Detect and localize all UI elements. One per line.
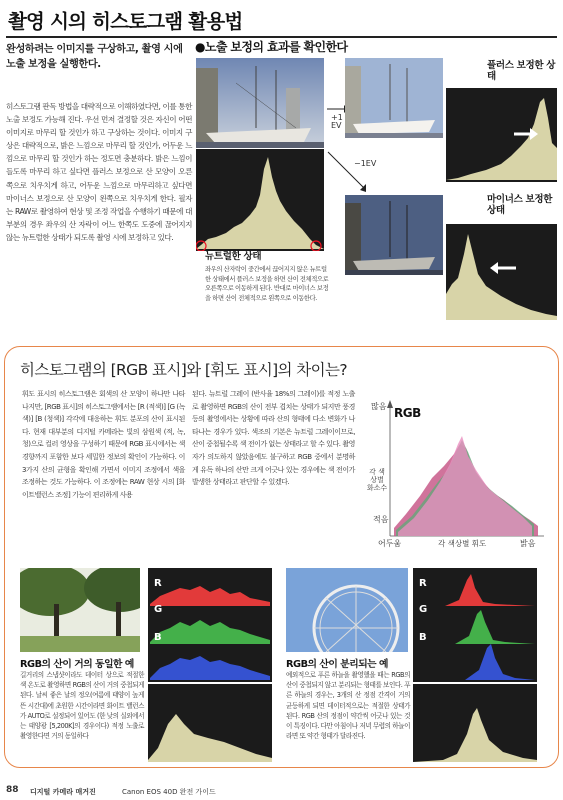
channel-b-2: B [419,632,427,643]
magazine-name: 디지털 카메라 매거진 [30,788,96,796]
example-same-text: 길거리의 스냅샷이라도 데이터 상으로 적절한 색 온도로 촬영하면 RGB의 산이 거의 중첩되게 된다. 날씨 좋은 날의 정오(여름에 태양이 높게 뜬 시간대)에 초원한 시간이라면 화이트 밸런스가 AUTO로 설정되어 있어도 (한 낮의 실외에서는 태양광 [5,200K]의 경우이다) 적정 노출로 촬영한다면 거의 동일하다 [20,671,144,741]
channel-r-1: R [154,578,162,589]
ship-photo-minus [345,195,443,275]
page-footer [0,783,563,800]
rgb-diagram [362,396,552,561]
minus-arrow [326,150,370,198]
panel-col1: 휘도 표시의 히스토그램은 회색의 산 모양이 하나만 나타나지만, [RGB 표시]의 히스토그램에서는 [R (적색)] [G (녹색)] [B (청색)] 각각에 대응하는 휘도 분포의 산이 표시된다. 현재 대부분의 디지털 카메라는 빛의 삼원색 (적, 녹, 청)으로 컬러 영상을 구성하기 때문에 RGB 표시에서는 색 경향까지 포함한 보다 세밀한 정보의 확인이 가능하다. 이 3가지 산의 균형을 확인해 가면서 이미지 조정에서 색을 조정하는 것도 가능하다. 이 조정에는 RAW 현상 시의 [화이트밸런스 조정] 기능이 편리하게 사용 [22,390,185,499]
y-axis-top: 많음 [371,402,387,411]
x-axis-right: 밝음 [520,539,536,548]
plus-ev-label: +1 EV [331,113,343,130]
intro-paragraph: 히스토그램 판독 방법을 대략적으로 이해하였다면, 이를 통한 노출 보정도 가능해 진다. 우선 먼저 결정할 것은 자신이 어떤 이미지로 마무리 할 것인가 하고 구상하는 것이다. 이미지 구상은 대략적으로, 밝은 느낌으로 마무리 할 것인가, 어두운 느낌으로 마무리 할 것인가 하는 정도면 충분하다. 밝은 느낌이 들도록 마무리 하고 싶다면 플러스 보정으로 산 모양이 오른쪽으로 치우치게 하고, 어두운 느낌으로 마무리하고 싶다면 마이너스 보정으로 산 모양이 왼쪽으로 치우치게 한다. 필자는 RAW로 촬영하여 현상 및 조정 작업을 수행하기 때문에 대부분의 경우 좌우의 산 자락이 어느 한쪽도 도중에 끊어지지 않는 뉴트럴한 상태가 되도록 촬영 시에 보정하고 있다. [6,102,192,242]
page-title: 촬영 시의 히스토그램 활용법 [8,10,243,33]
rgb-histograms-same [148,568,272,682]
exposure-heading: ●노출 보정의 효과를 확인한다 [195,40,348,54]
example-same-title: RGB의 산이 거의 동일한 예 [20,659,134,670]
x-axis-left: 어두움 [378,539,402,548]
histogram-neutral [196,149,324,251]
luminance-histogram-same [148,684,272,762]
exposure-note: 좌우의 산자락이 중간에서 끊어지지 않은 뉴트럴 한 상태에서 플러스 보정을 하면 산이 전체적으로 오른쪽으로 이동하게 된다. 반대로 마이너스 보정을 하면 산이 전체적으로 왼쪽으로 이동한다. [205,266,329,302]
rgb-label: RGB [394,406,421,420]
guide-name: Canon EOS 40D 완전 가이드 [122,788,216,796]
histogram-minus [446,224,557,320]
channel-b-1: B [154,632,162,643]
neutral-label: 뉴트럴한 상태 [205,251,262,262]
histogram-plus [446,88,557,182]
plus-label: 플러스 보정한 상태 [487,60,556,82]
ship-photo-neutral [196,58,324,148]
luminance-histogram-separated [413,684,537,762]
x-axis-label: 각 색상별 휘도 [438,539,487,548]
channel-g-2: G [419,604,427,615]
panel-title: 히스토그램의 [RGB 표시]와 [휘도 표시]의 차이는? [20,361,348,379]
park-photo [20,568,140,652]
channel-g-1: G [154,604,162,615]
y-axis-label: 각 색상별 화소수 [366,468,388,492]
y-axis-bottom: 적음 [373,515,389,524]
ship-photo-plus [345,58,443,138]
panel-col2: 된다. 뉴트럴 그레이 (반사율 18%의 그레이)를 적정 노출로 촬영하면 RGB의 산이 전부 겹치는 상태가 되지만 풍경 등의 촬영에서는 상황에 따라 산의 형태에 다소 변화가 나타나는 경우가 있다. 색조의 기본은 뉴트럴 그레이이므로, 산이 중첩될수록 색 전이가 없는 상태라고 할 수 있다. 촬영자가 의도하지 않았음에도 불구하고 RGB 중에서 분명하게 유독 하나의 산만 크게 어긋나 있는 경우에는 색 전이가 발생한 상태라고 판단할 수 있겠다. [192,390,355,487]
minus-label: 마이너스 보정한 상태 [487,194,553,216]
example-separated-title: RGB의 산이 분리되는 예 [286,659,388,670]
minus-ev-label: −1EV [354,159,377,168]
example-separated-text: 예외적으로 푸른 하늘을 촬영했을 때는 RGB의 산이 중첩되지 않고 분리되는 형태를 보인다. 푸른 하늘의 경우는, 3개의 산 정점 간격이 거의 균등하게 되면 데이터적으로는 적절한 상태가 된다. RGB 산의 정점이 약간씩 어긋나 있는 것이 특징이다. 다만 아침이나 저녁 무렵의 하늘이라면 또 약간 형태가 달라진다. [286,671,410,741]
ferris-wheel-photo [286,568,408,652]
rgb-histograms-separated [413,568,537,682]
channel-r-2: R [419,578,427,589]
page-number: 88 [6,785,19,795]
lead-text: 완성하려는 이미지를 구상하고, 촬영 시에 노출 보정을 실행한다. [6,44,183,70]
